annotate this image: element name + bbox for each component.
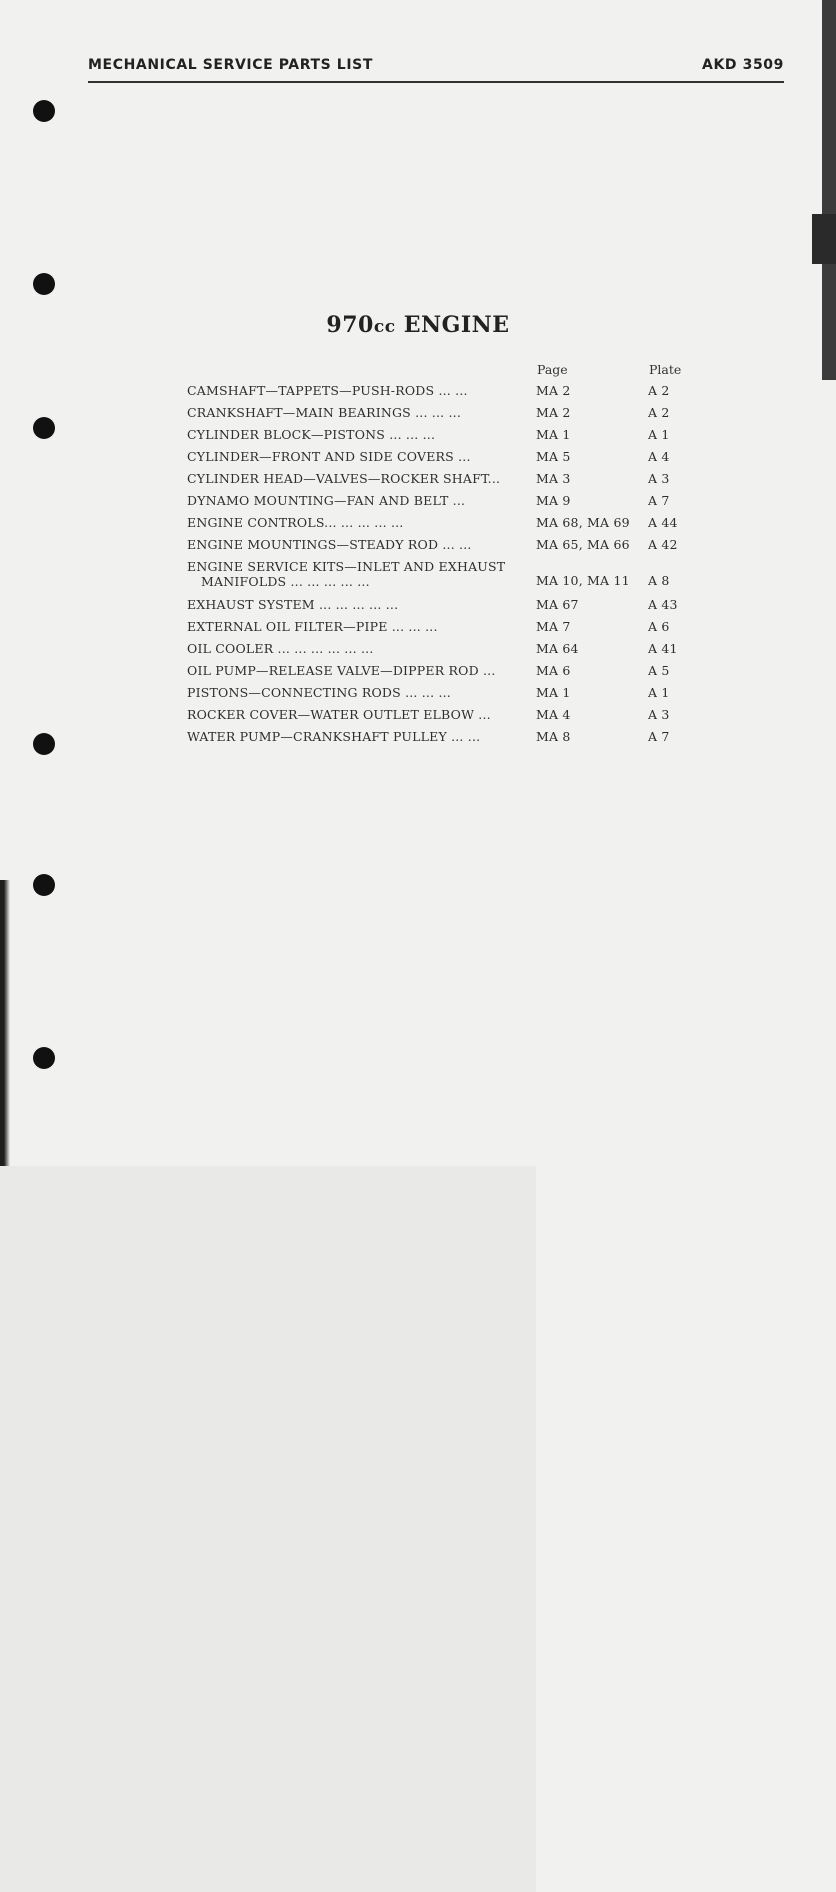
row-plate-ref: A 1 [648, 685, 670, 700]
table-row [187, 594, 707, 616]
row-plate-ref: A 7 [648, 729, 670, 744]
row-description: OIL COOLER ... ... ... ... ... ... [187, 641, 374, 656]
table-row [187, 490, 707, 512]
row-page-ref: MA 6 [536, 660, 836, 1826]
punch-hole [33, 417, 55, 439]
title-text: ENGINE [395, 312, 510, 338]
table-row [187, 682, 707, 704]
row-description: CYLINDER BLOCK—PISTONS ... ... ... [187, 427, 436, 442]
table-row [187, 726, 707, 748]
header-title: MECHANICAL SERVICE PARTS LIST [88, 57, 373, 73]
row-page-ref: MA 65, MA 66 [536, 534, 836, 1700]
row-plate-ref: A 4 [648, 449, 670, 464]
row-page-ref: MA 10, MA 11 [536, 570, 836, 1736]
title-unit: cc [373, 317, 396, 337]
row-page-ref: MA 5 [536, 446, 836, 1612]
title-number: 970 [326, 312, 374, 338]
row-page-ref: MA 1 [536, 424, 836, 1590]
row-page-ref: MA 4 [536, 704, 836, 1870]
row-description [187, 559, 523, 589]
table-row [187, 402, 707, 424]
row-description: DYNAMO MOUNTING—FAN AND BELT ... [187, 493, 466, 508]
table-row [187, 468, 707, 490]
row-page-ref: MA 67 [536, 594, 836, 1760]
row-description: ROCKER COVER—WATER OUTLET ELBOW ... [187, 707, 491, 722]
row-description: OIL PUMP—RELEASE VALVE—DIPPER ROD ... [187, 663, 496, 678]
row-plate-ref: A 43 [648, 597, 678, 612]
row-page-ref: MA 68, MA 69 [536, 512, 836, 1678]
punch-hole [33, 874, 55, 896]
punch-hole [33, 273, 55, 295]
row-description-line: ENGINE SERVICE KITS—INLET AND EXHAUST [187, 559, 506, 574]
row-description: EXHAUST SYSTEM ... ... ... ... ... [187, 597, 399, 612]
section-tab-marker [812, 214, 836, 264]
row-description: CAMSHAFT—TAPPETS—PUSH-RODS ... ... [187, 383, 468, 398]
table-row [187, 512, 707, 534]
row-description: CYLINDER HEAD—VALVES—ROCKER SHAFT... [187, 471, 501, 486]
table-row [187, 556, 707, 594]
row-plate-ref: A 41 [648, 641, 678, 656]
page-column-header: Page [537, 362, 568, 377]
table-row [187, 638, 707, 660]
row-page-ref: MA 8 [536, 726, 836, 1892]
plate-column-header: Plate [649, 362, 682, 377]
row-page-ref: MA 9 [536, 490, 836, 1656]
row-plate-ref: A 7 [648, 493, 670, 508]
punch-hole [33, 733, 55, 755]
row-description: WATER PUMP—CRANKSHAFT PULLEY ... ... [187, 729, 481, 744]
punch-hole [33, 1047, 55, 1069]
row-plate-ref: A 5 [648, 663, 670, 678]
table-row [187, 616, 707, 638]
table-row [187, 446, 707, 468]
binder-shadow [0, 880, 10, 1166]
table-row [187, 660, 707, 682]
row-description: CRANKSHAFT—MAIN BEARINGS ... ... ... [187, 405, 462, 420]
table-row [187, 704, 707, 726]
table-row [187, 534, 707, 556]
page-header [88, 55, 784, 83]
row-page-ref: MA 7 [536, 616, 836, 1782]
punch-hole [33, 100, 55, 122]
row-plate-ref: A 3 [648, 707, 670, 722]
contents-table [187, 380, 707, 748]
row-plate-ref: A 2 [648, 383, 670, 398]
row-plate-ref: A 2 [648, 405, 670, 420]
row-page-ref: MA 1 [536, 682, 836, 1848]
page-title [0, 312, 836, 338]
table-row [187, 380, 707, 402]
row-plate-ref: A 3 [648, 471, 670, 486]
row-plate-ref: A 1 [648, 427, 670, 442]
table-row [187, 424, 707, 446]
row-description: ENGINE CONTROLS... ... ... ... ... [187, 515, 404, 530]
document-code: AKD 3509 [702, 57, 784, 73]
row-page-ref: MA 2 [536, 380, 836, 1546]
row-plate-ref: A 8 [648, 573, 670, 588]
row-description: ENGINE MOUNTINGS—STEADY ROD ... ... [187, 537, 472, 552]
row-description-line: MANIFOLDS ... ... ... ... ... [201, 574, 370, 589]
row-page-ref: MA 64 [536, 638, 836, 1804]
row-page-ref: MA 2 [536, 402, 836, 1568]
row-description: PISTONS—CONNECTING RODS ... ... ... [187, 685, 451, 700]
row-description: CYLINDER—FRONT AND SIDE COVERS ... [187, 449, 471, 464]
row-description: EXTERNAL OIL FILTER—PIPE ... ... ... [187, 619, 438, 634]
row-plate-ref: A 42 [648, 537, 678, 552]
row-page-ref: MA 3 [536, 468, 836, 1634]
row-plate-ref: A 44 [648, 515, 678, 530]
row-plate-ref: A 6 [648, 619, 670, 634]
